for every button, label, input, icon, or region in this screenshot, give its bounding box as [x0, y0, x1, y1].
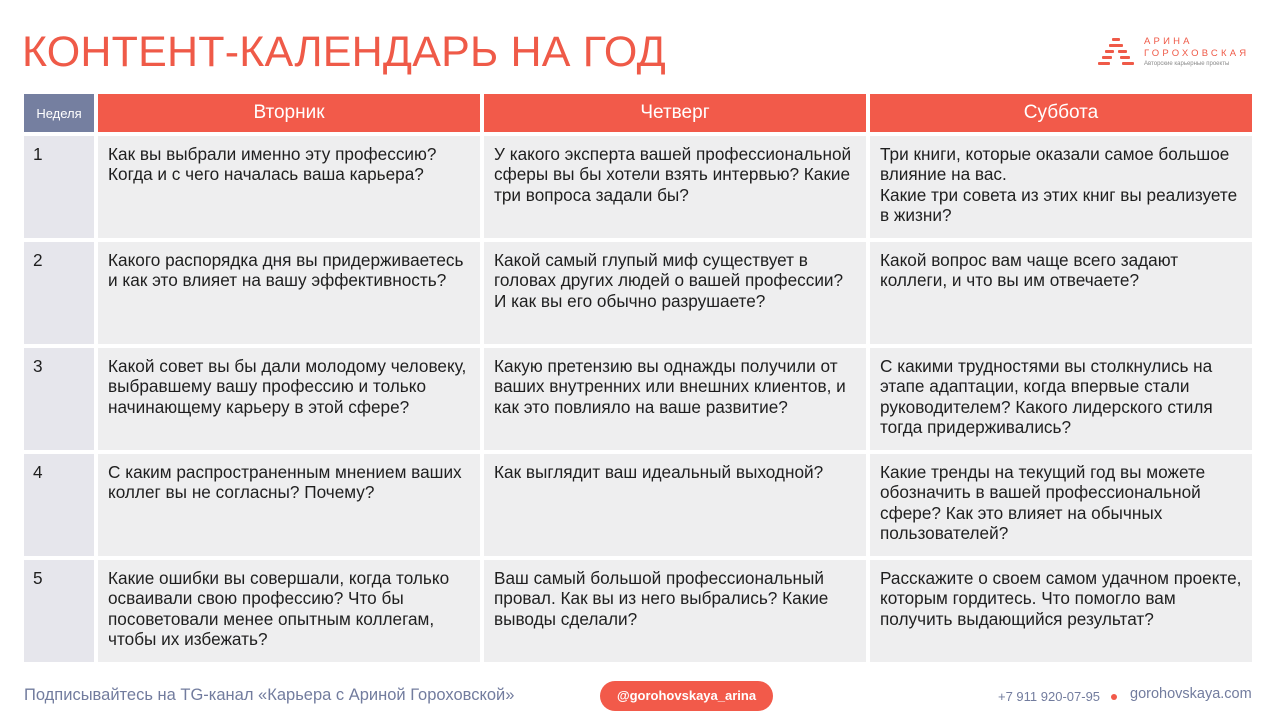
header-week: Неделя: [24, 94, 94, 132]
thursday-question: Какую претензию вы однажды получили от ваших внутренних или внешних клиентов, и как это повлияло на ваше развитие?: [484, 348, 866, 450]
saturday-question: С какими трудностями вы столкнулись на этапе адаптации, когда впервые стали руководителем? Какого лидерского стиля тогда придерживались?: [870, 348, 1252, 450]
logo-name: [1144, 36, 1249, 60]
tuesday-question: Какие ошибки вы совершали, когда только осваивали свою профессию? Что бы посоветовали менее опытным коллегам, чтобы их избежать?: [98, 560, 480, 662]
saturday-question: Расскажите о своем самом удачном проекте, которым гордитесь. Что помогло вам получить выдающийся результат?: [870, 560, 1252, 662]
tuesday-question: Какой совет вы бы дали молодому человеку, выбравшему вашу профессию и только начинающему карьеру в этой сфере?: [98, 348, 480, 450]
tuesday-question: С каким распространенным мнением ваших коллег вы не согласны? Почему?: [98, 454, 480, 556]
thursday-question: Ваш самый большой профессиональный провал. Как вы из него выбрались? Какие выводы сделали?: [484, 560, 866, 662]
logo-subtitle: Авторские карьерные проекты: [1144, 61, 1230, 67]
week-number: 4: [24, 454, 94, 556]
header-saturday: Суббота: [870, 94, 1252, 132]
header-row: [24, 94, 1252, 132]
week-number: 3: [24, 348, 94, 450]
week-number: 2: [24, 242, 94, 344]
subscribe-text: Подписывайтесь на TG-канал «Карьера с Ариной Гороховской»: [24, 686, 515, 704]
content-calendar-table: [20, 90, 1256, 666]
header-tuesday: Вторник: [98, 94, 480, 132]
tuesday-question: Как вы выбрали именно эту профессию? Когда и с чего началась ваша карьера?: [98, 136, 480, 238]
page-title: КОНТЕНТ-КАЛЕНДАРЬ НА ГОД: [22, 28, 666, 76]
saturday-question: Какой вопрос вам чаще всего задают коллеги, и что вы им отвечаете?: [870, 242, 1252, 344]
tuesday-question: Какого распорядка дня вы придерживаетесь и как это влияет на вашу эффективность?: [98, 242, 480, 344]
table-row: [24, 348, 1252, 450]
thursday-question: Какой самый глупый миф существует в головах других людей о вашей профессии? И как вы его обычно разрушаете?: [484, 242, 866, 344]
logo-name-line2: ГОРОХОВСКАЯ: [1144, 48, 1250, 59]
pyramid-logo-icon: [1098, 38, 1134, 68]
week-number: 1: [24, 136, 94, 238]
table-row: [24, 242, 1252, 344]
header-thursday: Четверг: [484, 94, 866, 132]
table-row: [24, 560, 1252, 662]
phone-number: +7 911 920-07-95: [998, 689, 1101, 704]
table-row: [24, 454, 1252, 556]
brand-logo: [1098, 36, 1268, 76]
thursday-question: Как выглядит ваш идеальный выходной?: [484, 454, 866, 556]
week-number: 5: [24, 560, 94, 662]
telegram-handle-badge[interactable]: @gorohovskaya_arina: [600, 681, 773, 711]
saturday-question: Какие тренды на текущий год вы можете обозначить в вашей профессиональной сфере? Как это влияет на обычных пользователей?: [870, 454, 1252, 556]
logo-name-line1: АРИНА: [1144, 36, 1193, 47]
website-link[interactable]: gorohovskaya.com: [1130, 686, 1252, 702]
separator-dot-icon: [1111, 694, 1117, 700]
thursday-question: У какого эксперта вашей профессиональной сферы вы бы хотели взять интервью? Какие три вопроса задали бы?: [484, 136, 866, 238]
saturday-question: Три книги, которые оказали самое большое влияние на вас. Какие три совета из этих книг вы реализуете в жизни?: [870, 136, 1252, 238]
table-row: [24, 136, 1252, 238]
